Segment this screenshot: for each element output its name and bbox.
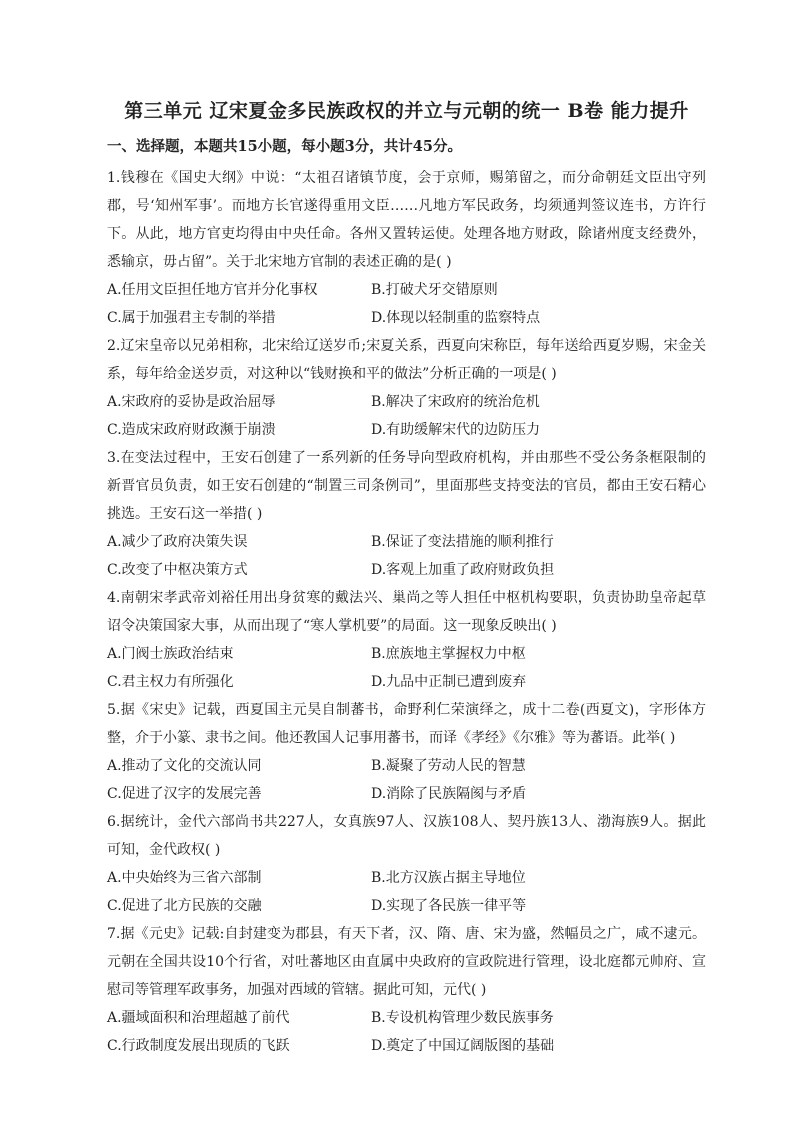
question-4	[107, 584, 706, 696]
answer-option: A.减少了政府决策失误	[107, 534, 248, 550]
answer-options	[107, 752, 706, 808]
answer-option: A.推动了文化的交流认同	[107, 758, 262, 774]
answer-option: D.有助缓解宋代的边防压力	[371, 422, 541, 438]
answer-option: D.体现以轻制重的监察特点	[371, 310, 541, 326]
answer-option: D.九品中正制已遭到废弃	[371, 674, 527, 690]
answer-option: B.庶族地主掌握权力中枢	[371, 646, 526, 662]
question-list	[107, 164, 706, 1060]
question-6	[107, 808, 706, 920]
question-stem: 6.据统计，金代六部尚书共227人，女真族97人、汉族108人、契丹族13人、渤海族9人。据此可知，金代政权( )	[107, 814, 706, 858]
answer-option: B.凝聚了劳动人民的智慧	[371, 758, 526, 774]
answer-option: D.实现了各民族一律平等	[371, 898, 527, 914]
answer-options	[107, 1004, 706, 1060]
answer-options	[107, 388, 706, 444]
answer-option: D.奠定了中国辽阔版图的基础	[371, 1038, 555, 1054]
question-3	[107, 444, 706, 584]
question-1	[107, 164, 706, 332]
answer-option: A.门阀士族政治结束	[107, 646, 234, 662]
question-stem: 2.辽宋皇帝以兄弟相称，北宋给辽送岁币;宋夏关系，西夏向宋称臣，每年送给西夏岁赐，宋金关系，每年给金送岁贡，对这种以“钱财换和平的做法”分析正确的一项是( )	[107, 338, 706, 382]
answer-options	[107, 640, 706, 696]
question-stem: 7.据《元史》记载:自封建变为郡县，有天下者，汉、隋、唐、宋为盛，然幅员之广，咸不逮元。元朝在全国共设10个行省，对吐蕃地区由直属中央政府的宣政院进行管理，设北庭都元帅府、宣慰司等管理军政事务，加强对西域的管辖。据此可知，元代( )	[107, 926, 706, 998]
answer-options	[107, 276, 706, 332]
answer-option: A.疆域面积和治理超越了前代	[107, 1010, 290, 1026]
answer-options	[107, 864, 706, 920]
question-stem: 4.南朝宋孝武帝刘裕任用出身贫寒的戴法兴、巢尚之等人担任中枢机构要职，负责协助皇帝起草诏令决策国家大事，从而出现了“寒人掌机要”的局面。这一现象反映出( )	[107, 590, 706, 634]
question-stem: 5.据《宋史》记载，西夏国主元昊自制蕃书，命野利仁荣演绎之，成十二卷(西夏文)，字形体方整，介于小篆、隶书之间。他还教国人记事用蕃书，而译《孝经》《尔雅》等为蕃语。此举( )	[107, 702, 706, 746]
answer-option: D.客观上加重了政府财政负担	[371, 562, 555, 578]
answer-option: D.消除了民族隔阂与矛盾	[371, 786, 527, 802]
answer-option: A.任用文臣担任地方官并分化事权	[107, 282, 318, 298]
answer-option: C.促进了北方民族的交融	[107, 898, 262, 914]
answer-option: C.造成宋政府财政濒于崩溃	[107, 422, 276, 438]
answer-option: C.行政制度发展出现质的飞跃	[107, 1038, 290, 1054]
answer-option: C.属于加强君主专制的举措	[107, 310, 276, 326]
answer-options	[107, 528, 706, 584]
question-stem: 1.钱穆在《国史大纲》中说：“太祖召诸镇节度，会于京师，赐第留之，而分命朝廷文臣出守列郡，号‘知州军事’。而地方长官遂得重用文臣……凡地方军民政务，均须通判签议连书，方许行下。从此，地方官吏均得由中央任命。各州又置转运使。处理各地方财政，除诸州度支经费外，悉输京，毋占留”。关于北宋地方官制的表述正确的是( )	[107, 170, 706, 270]
answer-option: C.促进了汉字的发展完善	[107, 786, 262, 802]
question-2	[107, 332, 706, 444]
document-title: 第三单元 辽宋夏金多民族政权的并立与元朝的统一 B卷 能力提升	[124, 100, 689, 122]
answer-option: B.解决了宋政府的统治危机	[371, 394, 540, 410]
answer-option: B.北方汉族占据主导地位	[371, 870, 526, 886]
question-5	[107, 696, 706, 808]
answer-option: C.君主权力有所强化	[107, 674, 234, 690]
answer-option: A.中央始终为三省六部制	[107, 870, 262, 886]
answer-option: A.宋政府的妥协是政治屈辱	[107, 394, 276, 410]
question-7	[107, 920, 706, 1060]
section-heading: 一、选择题，本题共15小题，每小题3分，共计45分。	[107, 138, 462, 155]
answer-option: B.保证了变法措施的顺利推行	[371, 534, 554, 550]
answer-option: B.专设机构管理少数民族事务	[371, 1010, 554, 1026]
answer-option: C.改变了中枢决策方式	[107, 562, 248, 578]
question-stem: 3.在变法过程中，王安石创建了一系列新的任务导向型政府机构，并由那些不受公务条框限制的新晋官员负责，如王安石创建的“制置三司条例司”，里面那些支持变法的官员，都由王安石精心挑选。王安石这一举措( )	[107, 450, 706, 522]
answer-option: B.打破犬牙交错原则	[371, 282, 498, 298]
